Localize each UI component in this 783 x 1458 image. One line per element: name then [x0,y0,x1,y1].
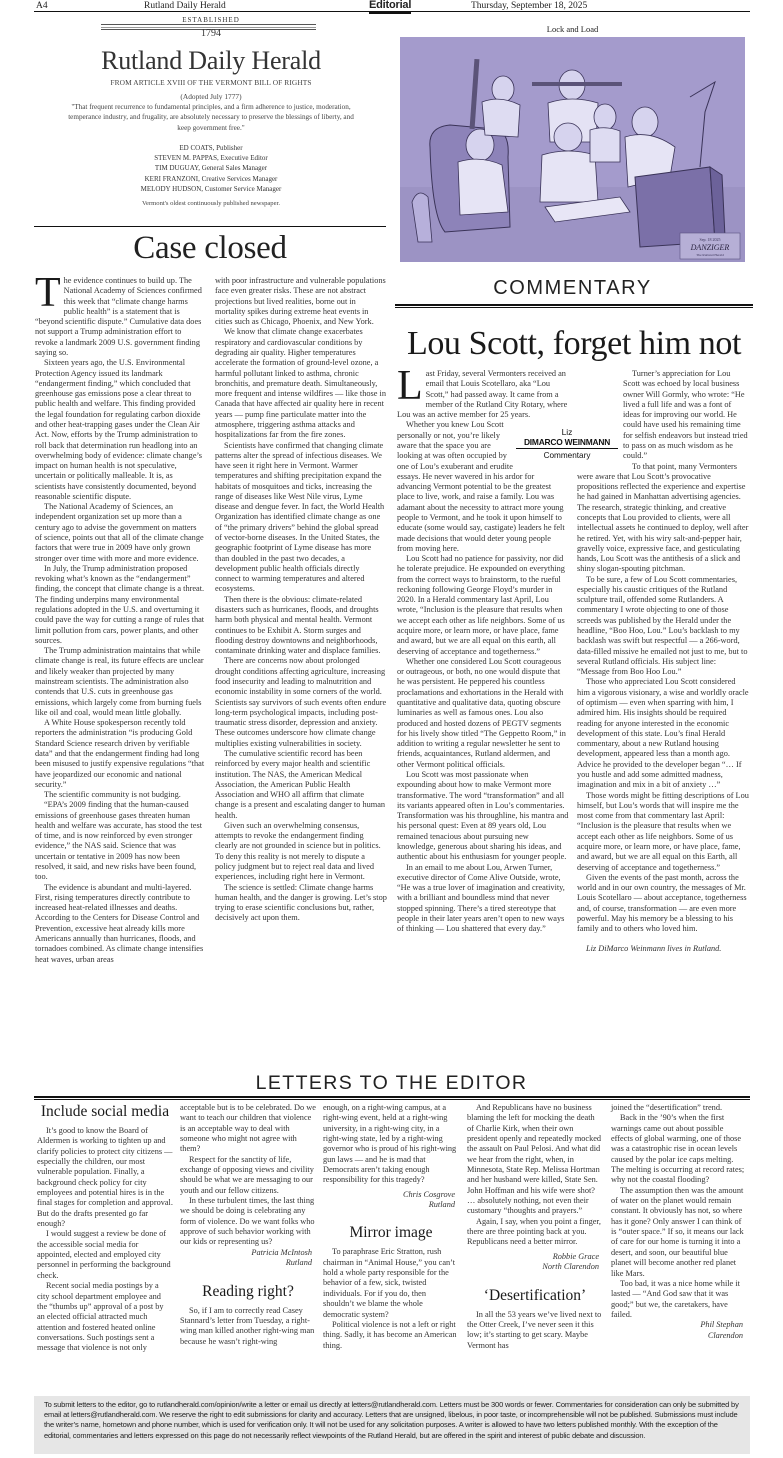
svg-text:DANZIGER: DANZIGER [690,243,730,252]
masthead-quote: "That frequent recurrence to fundamental principles, and a firm adherence to justice, moderation, temperance industry, and frugality, are absolutely necessary to preserve the blessings of liberty, and keep government free." [68,103,354,132]
editorial-column-1 [35,270,205,965]
staff-item: MELODY HUDSON, Customer Service Manager [140,185,282,194]
paragraph: Those words might be fitting descriptions of Lou himself, but Lou’s words that will inspire me the most come from that commentary last April: “Inclusion is the pleasure that results when we accept each other as life neighbors. Some of us acquire more, or learn more, or have place, fame, and award, but we are all equal on this Earth, all deserving of acceptance and togetherness.” [577,790,749,872]
section-label: Editorial [369,0,411,14]
letters-column-1 [37,1103,173,1354]
byline-kicker: Commentary [543,451,591,460]
paragraph: The evidence continues to build up. The National Academy of Sciences confirmed this week that “climate change harms public health” is a statement that is “beyond scientific dispute.” Cumulative data does not support a Trump administration effort to revoke a landmark 2009 U.S. government finding saying so. [35,270,202,357]
folio-date: Thursday, September 18, 2025 [471,1,588,11]
paragraph: A White House spokesperson recently told reporters the administration “is producing Gold Standard Science research driven by verifiable data” and that the endangerment finding had long been misused to justify expensive regulations “that have jeopardized our economic and national security.” [35,718,205,789]
paragraph: joined the “desertification” trend. [611,1103,723,1112]
paragraph: Respect for the sanctity of life, exchange of opposing views and civility should be what we are messaging to our youth and our fellow citizens. [180,1154,314,1195]
established-year: 1794 [201,28,221,39]
divider [34,226,386,227]
letter-headline: Reading right? [202,1282,294,1300]
paragraph: Whether you knew Lou Scott personally or not, you’re likely aware that the space you are looking at was often occupied by one of Lou’s exuberant and erudite essays. He never wavered in his ardor for advancing Vermont potential to be the greatest place to live, work, and raise a family. Lou was adamant about the necessity to attract more young people to Vermont, and he took it upon himself to educate (some would say, castigate) leaders he felt made decisions that would deter young people from moving here. [397,420,565,553]
paragraph: To be sure, a few of Lou Scott commentaries, especially his caustic critiques of the Rutland sculpture trail, offended some Rutlanders. A commentary I wrote objecting to one of those screeds was published by the Herald under the headline, “Boo Hoo, Lou.” Lou’s backlash to my backlash was swift but respectful — a 266-word, data-filled missive he emailed not just to me, but to several Rutland officials. His subject line: “Message from Boo Hoo Lou.” [577,574,748,677]
page-number: A4 [36,1,48,11]
letters-column-5 [611,1103,747,1341]
paragraph: In all the 53 years we’ve lived next to the Otter Creek, I’ve never seen it this low; it’s starting to get scary. Maybe Vermont has [467,1309,602,1350]
paragraph: Turner’s appreciation for Lou Scott was echoed by local business owner Will Gormly, who wrote: “He lived a full life and was a font of ideas for improving our world. He could have used his remaining time for selfish endeavors but instead tried to pass on as much wisdom as he could.” [577,369,749,462]
paragraph: Back in the ’90’s when the first warnings came out about possible effects of global warming, one of those was a catastrophic rise in ocean levels caused by the polar ice caps melting. The melting is occurring at record rates; why not the coastal flooding? [611,1113,745,1185]
paragraph: Then there is the obvious: climate-related disasters such as hurricanes, floods, and droughts harm both physical and mental health. Vermont continues to be Exhibit A. Storm surges and flooding destroy downtowns and neighborhoods, contaminate drinking water and displace families. [215,594,381,656]
paragraph: Whether one considered Lou Scott courageous or outrageous, or both, no one would dispute that he was persistent. He peppered his countless proclamations and exhortations in the Herald with quantitative and qualitative data, quoting obscure luminaries as well as famous ones. Lou also produced and hosted dozens of PEGTV segments for his lively show titled “The Geppetto Room,” in addition to writing a regular newsletter he sent to friends, acquaintances, Rutland aldermen, and other Vermont political officials. [397,656,566,769]
paragraph: Political violence is not a left or right thing. Sadly, it has become an American thing. [323,1319,457,1350]
paragraph: The cumulative scientific record has been reinforced by every major health and scientific institution. The NAS, the American Medical Association, the American Public Health Association and WHO all affirm that climate change is a present and escalating danger to human health. [215,748,386,820]
paragraph: Too bad, it was a nice home while it lasted — “And God saw that it was good;” but we, the caretakers, have failed. [611,1278,740,1319]
drop-cap: L [397,363,423,409]
masthead [38,18,384,207]
letter-author: Chris Cosgrove [402,1189,455,1199]
paragraph: To that point, many Vermonters were aware that Lou Scott’s provocative propositions reflected the experience and expertise he had gained in Manhattan advertising agencies. The research, strategic thinking, and creative concepts that Lou provided to clients, were all intellectual assets he continued to deploy, well after he retired. Yet, with his wiry salt-and-pepper hair, gravelly voice, expressive face, and gesticulating hands, Lou Scott was the antithesis of a slick and shiny slogan-spouting pitchman. [577,461,749,574]
letters-column-4 [467,1103,603,1351]
letters-column-2 [180,1103,316,1347]
folio-paper-name: Rutland Daily Herald [144,1,226,11]
letters-section-label: LETTERS TO THE EDITOR [255,1072,528,1094]
letter-town: North Clarendon [542,1262,599,1272]
paragraph: We know that climate change exacerbates respiratory and cardiovascular conditions by degrading air quality. Higher temperatures accelerate the formation of ground-level ozone, a harmful pollutant linked to asthma, chronic bronchitis, and premature death. Simultaneously, more frequent and intense wildfires — like those in Canada that have affected air quality here in recent years — pump fine particulate matter into the atmosphere, triggering asthma attacks and hospitalizations far from the fire zones. [215,327,386,440]
editorial-cartoon [400,37,745,262]
paragraph: The evidence is abundant and multi-layered. First, rising temperatures directly contribute to increased heat-related illnesses and deaths. According to the Centers for Disease Control and Prevention, excessive heat already kills more Americans annually than hurricanes, floods, and tornadoes combined. As climate change intensifies heat waves, urban areas [35,882,204,964]
letter-town: Rutland [285,1258,312,1268]
paragraph: Given the events of the past month, across the world and in our own country, the messages of Mr. Louis Scotellaro — about acceptance, togetherness and, of course, transformation — are even more powerful. May his memory be a blessing to his family and to others who loved him. [577,872,747,934]
established-label: ESTABLISHED [182,16,240,24]
paragraph: In these turbulent times, the last thing we should be doing is celebrating any form of violence. Do we want folks who approve of such behavior working with our kids or representing us? [180,1196,315,1247]
commentary-headline: Lou Scott, forget him not [406,325,742,362]
paragraph: In July, the Trump administration proposed revoking what’s known as the “endangerment” finding, the concept that climate change is a threat. The finding underpins many environmental regulations adopted in the U.S. and overturning it could pave the way for cutting a range of rules that limit pollution from cars, power plants, and other sources. [35,563,205,645]
page-folio [34,0,750,12]
paragraph: The National Academy of Sciences, an independent organization set up more than a century ago to advise the government on matters of science, points out that all of the climate change factors that were true in 2009 have only grown stronger over time with more and more evidence. [35,502,204,563]
cartoon-illustration-icon [400,37,745,262]
masthead-adopted: (Adopted July 1777) [180,92,242,101]
letter-headline: Mirror image [349,1224,433,1242]
editorial-column-2 [215,276,387,924]
established-badge [38,18,384,44]
letter-town: Rutland [428,1200,455,1210]
paragraph: with poor infrastructure and vulnerable populations face even greater risks. These are not abstract projections but lived realities, borne out in mortality spikes during extreme heat events in cities such as Chicago, Phoenix, and New York. [215,276,386,327]
paragraph: Lou Scott was most passionate when expounding about how to make Vermont more transformative. The word “transformation” and all its variants appeared often in Lou’s commentaries. Transformation was his throughline, his mantra and his personal quest: Even at 89 years old, Lou remained tenacious about pursuing new knowledge, generous about sharing his ideas, and authentic about his enthusiasm for younger people. [397,769,569,862]
paragraph: The Trump administration maintains that while climate change is real, its future effects are unclear and likely weaker than projected by many mainstream scientists. The administration also contends that U.S. cuts in greenhouse gas emissions, which largely come from burning fuels like oil and coal, would mean little globally. [35,646,204,717]
paragraph: It’s good to know the Board of Aldermen is working to tighten up and clarify policies to protect city citizens — especially the children, our most vulnerable population. Finally, a background check policy for city employees and potential hires is in the final stages for completion and approval. But do the drafts presented go far enough? [37,1126,173,1229]
paragraph: The assumption then was the amount of water on the planet would remain constant. It obviously has not, so where has it gone? Only answer I can think of is “outer space.” If so, it means our lack of care for our home is turning it into a desert, and soon, our beautiful blue planet will become another red planet like Mars. [611,1185,744,1278]
byline-last-name: DIMARCO WEINMANN [516,437,618,449]
svg-text:Sep. 18 2025: Sep. 18 2025 [699,237,721,242]
staff-list [38,143,384,194]
commentary-byline [516,427,618,460]
paragraph: The science is settled: Climate change harms human health, and the danger is growing. Let’s stop trying to erase scientific conclusions but, rather, decisively act upon them. [215,882,387,923]
staff-item: STEVEN M. PAPPAS, Executive Editor [154,154,268,163]
letter-author: Phil Stephan [700,1320,743,1330]
staff-item: KERI FRANZONI, Creative Services Manager [144,174,278,183]
paragraph: Scientists have confirmed that changing climate patterns alter the spread of infectious diseases. We have seen it right here in Vermont. Warmer temperatures and shifting precipitation expand the habitats of mosquitoes and ticks, increasing the range of diseases like West Nile virus, Lyme disease and dengue fever. In fact, the World Health Organization has identified climate change as one of “the primary drivers” behind the global spread of vector-borne diseases. In the United States, the geographic footprint of Lyme disease has more than doubled in the past two decades, a development public health officials directly connect to warming temperatures and altered ecosystems. [215,440,385,594]
paragraph: Sixteen years ago, the U.S. Environmental Protection Agency issued its landmark “endangerment finding,” which concluded that greenhouse gas emissions pose a clear threat to public health and welfare. This finding provided the legal foundation for regulating carbon dioxide and other heat-trapping gases under the Clean Air Act. Now, efforts by the Trump administration to roll back that determination run headlong into an overwhelming body of evidence: climate change’s impact on human health is not speculative, uncertain or politically malleable. It is, as scientists have consistently documented, beyond reasonable scientific dispute. [35,358,203,501]
author-tagline: Liz DiMarco Weinmann lives in Rutland. [586,944,722,954]
paragraph: I would suggest a review be done of the accessible social media for appointed, elected and employed city personnel in performing the background check. [37,1229,171,1280]
paragraph: And Republicans have no business blaming the left for mocking the death of Charlie Kirk, when their own president openly and repeatedly mocked the assault on Paul Pelosi. And what did we hear from the right, when, in Minnesota, State Rep. Melissa Hortman and her husband were killed, State Sen. John Hoffman and his wife were shot? … absolutely nothing, not even their customary “thoughts and prayers.” [467,1103,602,1216]
letter-author: Robbie Grace [552,1251,599,1261]
paragraph: Lou Scott had no patience for passivity, nor did he tolerate prejudice. He expounded on everything from the correct ways to brainstorm, to the rueful reckoning following George Floyd’s murder in 2020. In a Herald commentary last April, Lou wrote, “Inclusion is the pleasure that results when we accept each other as life neighbors. Some of us acquire more, or learn more, or have place, fame and award, but we are all equal on this earth, all deserving of acceptance and togetherness.” [397,554,565,656]
paragraph: So, if I am to correctly read Casey Stannard’s letter from Tuesday, a right-wing man killed another right-wing man because he wasn’t right-wing [180,1305,315,1346]
submission-guidelines: To submit letters to the editor, go to rutlandherald.com/opinion/write a letter or email us directly at letters@rutlandherald.com. Letters must be 300 words or fewer. Commentaries for consideration can only be submitted by email at letters@rutlandherald.com. We reserve the right to edit submissions for clarity and accuracy. Letters that are unsigned, libelous, in poor taste, or incomprehensible will not be published. Submissions must include the writer’s name, hometown and phone number, which is used for verification only. It will not be used for any solicitation purposes. A writer is allowed to have two letters published monthly. With the exception of the editorial, commentaries and letters expressed on this page do not necessarily reflect viewpoints of the Rutland Herald, but are offered in the spirit and interest of public debate and discussion. [34,1396,750,1454]
divider [34,1096,750,1100]
paragraph: enough, on a right-wing campus, at a right-wing event, held at a right-wing university, in a right-wing city, in a right-wing state, led by a right-wing governor who is proud of his right-wing gun laws — and he is mad that Democrats aren’t taking enough responsibility for this tragedy? [323,1103,457,1185]
masthead-subtitle: FROM ARTICLE XVIII OF THE VERMONT BILL OF RIGHTS [110,78,312,87]
divider [395,304,753,308]
staff-item: TIM DUGUAY, General Sales Manager [154,164,268,173]
paragraph: Again, I say, when you point a finger, there are three pointing back at you. Republicans need a better mirror. [467,1216,601,1247]
byline-first-name: Liz [561,427,573,437]
masthead-title: Rutland Daily Herald [101,46,321,75]
paragraph: In an email to me about Lou, Arwen Turner, executive director of Come Alive Outside, wrote, “He was a true lover of imagination and creativity, with a brilliant and boundless mind that never stopped spinning. There’s a tired stereotype that people in their later years aren’t open to new ways of thinking — Lou shattered that every day.” [397,862,565,934]
editorial-headline: Case closed [133,230,287,266]
letter-author: Patricia McIntosh [251,1247,312,1257]
svg-text:The Rutland Herald: The Rutland Herald [696,253,724,257]
paragraph: Given such an overwhelming consensus, attempts to revoke the endangerment finding clearly are not grounded in science but in politics. To deny this reality is not merely to dispute a policy judgment but to reject real data and lived experiences, including right here in Vermont. [215,820,381,882]
letter-headline: Include social media [40,1103,170,1120]
paragraph: Recent social media postings by a city school department employee and the “thumbs up” approval of a post by an elected official attracted much attention and fostered heated online conversations. Such postings sent a message that violence is not only [37,1281,164,1353]
drop-cap: T [35,270,61,316]
paragraph: “EPA’s 2009 finding that the human-caused emissions of greenhouse gases threaten human health and welfare was accurate, has stood the test of time, and is now reinforced by even stronger evidence,” the NAS said. Science that was uncertain or tentative in 2009 has now been resolved, it said, and new risks have been found, too. [35,800,203,882]
paragraph: There are concerns now about prolonged drought conditions affecting agriculture, increasing food insecurity and leading to malnutrition and economic instability in some corners of the world. Scientists say survivors of such events often endure long-term psychological impacts, including post-traumatic stress disorder, depression and anxiety. These outcomes underscore how climate change multiplies existing vulnerabilities in society. [215,656,387,748]
paragraph: Last Friday, several Vermonters received an email that Louis Scotellaro, aka “Lou Scott,” had passed away. It came from a member of the Rutland City Rotary, where Lou was an active member for 25 years. [397,363,568,420]
letter-town: Clarendon [707,1330,743,1340]
letters-column-3 [323,1103,459,1351]
letter-headline: ‘Desertification’ [483,1286,587,1304]
cartoon-title: Lock and Load [546,24,599,34]
masthead-tagline: Vermont's oldest continuously published newspaper. [142,200,280,208]
commentary-section-label: COMMENTARY [493,277,652,299]
paragraph: The scientific community is not budging. [44,790,181,800]
staff-item: ED COATS, Publisher [179,143,243,152]
paragraph: To paraphrase Eric Stratton, rush chairman in “Animal House,” you can’t hold a whole party responsible for the behavior of a few, sick, twisted individuals. For if you do, then shouldn’t we blame the whole democratic system? [323,1247,456,1319]
paragraph: Those who appreciated Lou Scott considered him a vigorous visionary, a wise and worldly oracle of optimism — even when sparring with him, I admired him. His insights should be required reading for anyone interested in the economic development of this state. Lou’s final Herald commentary, about a new Rutland housing development, appeared less than a month ago. Advice he provided to the developer began “… If you hustle and add some admitted madness, imagination and mix in a bit of anxiety …” [577,677,749,790]
paragraph: acceptable but is to be celebrated. Do we want to teach our children that violence is an acceptable way to deal with someone who might not agree with them? [180,1103,316,1154]
